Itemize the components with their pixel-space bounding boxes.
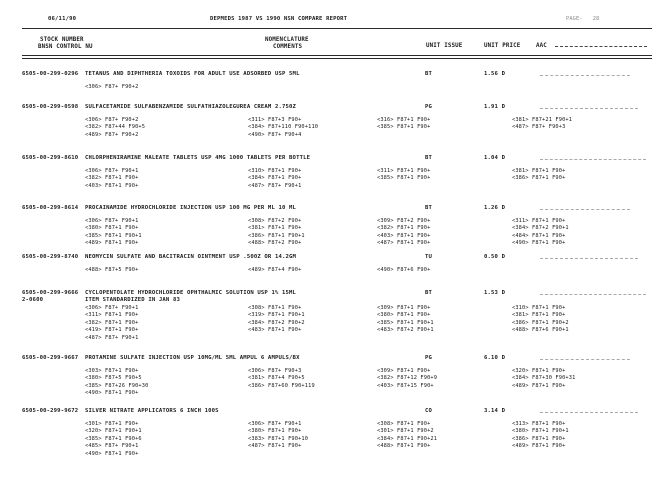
aac-dash-line xyxy=(540,359,630,360)
site-count-entry: <386> F87+60 F90+119 xyxy=(248,382,315,389)
site-count-entry: <306> F87+ F90+1 xyxy=(85,168,139,174)
item-unit-issue: CO xyxy=(425,408,433,414)
item-unit-issue: TU xyxy=(425,254,433,260)
site-count-entry: <489> F87+ F90+2 xyxy=(85,131,139,138)
item-unit-issue: BT xyxy=(425,155,433,161)
site-count-entry: <384> F87+30 F90+31 xyxy=(512,375,576,382)
item-nomenclature: SULFACETAMIDE SULFABENZAMIDE SULFATHIAZOLEGUREA CREAM 2.750Z xyxy=(85,104,297,110)
item-unit-price: 1.04 D xyxy=(484,155,506,161)
site-count-entry: <384> F87+1 F90+21 xyxy=(377,435,438,442)
item-stock-number: 6505-00-299-8614 xyxy=(22,205,79,211)
site-count-entry: <384> F87+1 F90+ xyxy=(248,175,302,182)
item-comment: ITEM STANDARDIZED IN JAN 83 xyxy=(85,297,180,303)
item-unit-price: 3.14 D xyxy=(484,408,506,414)
item-unit-issue: BT xyxy=(425,71,433,77)
site-count-entry: <483> F87+1 F90+ xyxy=(248,327,302,334)
site-count-entry: <489> F87+1 F90+ xyxy=(85,240,139,247)
site-count-entry: <309> F87+2 F90+ xyxy=(377,218,431,224)
site-count-entry: <490> F87+6 F90+ xyxy=(377,267,431,273)
site-count-entry: <303> F87+1 F90+ xyxy=(85,368,139,374)
site-count-entry: <487> F87+1 F90+ xyxy=(248,443,302,450)
site-count-entry: <380> F87+5 F90+5 xyxy=(85,375,142,382)
site-count-entry: <384> F87+2 F90+1 xyxy=(512,225,569,232)
site-count-entry: <386> F87+1 F90+1 xyxy=(248,232,305,239)
site-count-entry: <310> F87+1 F90+ xyxy=(248,168,302,174)
site-count-entry: <403> F87+1 F90+ xyxy=(85,182,139,189)
col-unit-price: UNIT PRICE xyxy=(484,43,521,49)
site-count-entry: <403> F87+15 F90+ xyxy=(377,382,434,389)
site-count-entry: <382> F87+44 F90+5 xyxy=(85,124,146,131)
item-unit-price: 6.10 D xyxy=(484,355,506,361)
item-unit-price: 1.91 D xyxy=(484,104,506,110)
site-count-entry: <308> F87+1 F90+ xyxy=(377,421,431,427)
site-count-entry: <490> F87+1 F90+ xyxy=(85,390,139,397)
site-count-entry: <488> F87+1 F90+ xyxy=(377,443,431,450)
col-comments: COMMENTS xyxy=(273,44,303,50)
col-unit-issue: UNIT ISSUE xyxy=(426,43,463,49)
site-count-entry: <485> F87+ F90+1 xyxy=(85,443,139,450)
item-nomenclature: PROCAINAMIDE HYDROCHLORIDE INJECTION USP 100 MG PER ML 10 ML xyxy=(85,205,297,211)
site-count-entry: <311> F87+1 F90+ xyxy=(512,218,566,224)
col-aac: AAC xyxy=(536,43,547,49)
site-count-entry: <384> F87+2 F90+2 xyxy=(248,319,305,326)
site-count-entry: <308> F87+1 F90+ xyxy=(248,305,302,311)
site-count-entry: <385> F87+1 F90+ xyxy=(377,175,431,182)
site-count-entry: <319> F87+1 F90+1 xyxy=(248,312,305,319)
site-count-entry: <309> F87+1 F90+ xyxy=(377,305,431,311)
item-stock-number: 6505-00-299-9672 xyxy=(22,408,79,414)
site-count-entry: <386> F87+1 F90+ xyxy=(512,175,566,182)
site-count-entry: <306> F87+ F90+2 xyxy=(85,84,139,90)
site-count-entry: <419> F87+1 F90+ xyxy=(85,327,139,334)
aac-dash-line xyxy=(540,412,638,413)
site-count-entry: <381> F87+21 F90+1 xyxy=(512,117,573,123)
header-rule-bottom xyxy=(22,55,652,59)
site-count-entry: <306> F87+ F90+1 xyxy=(85,218,139,224)
site-count-entry: <385> F87+1 F90+1 xyxy=(377,319,434,326)
site-count-entry: <490> F87+ F90+4 xyxy=(248,131,302,138)
site-count-entry: <380> F87+1 F90+ xyxy=(248,428,302,435)
site-count-entry: <381> F87+1 F90+ xyxy=(512,168,566,174)
site-count-entry: <316> F87+1 F90+ xyxy=(377,117,431,123)
site-count-entry: <385> F87+26 F90+30 xyxy=(85,382,149,389)
site-count-entry: <488> F87+5 F90+ xyxy=(85,267,139,273)
aac-dash-line xyxy=(540,258,638,259)
page-number: PAGE- 28 xyxy=(566,16,600,22)
item-unit-price: 1.56 D xyxy=(484,71,506,77)
site-count-entry: <384> F87+110 F90+110 xyxy=(248,124,319,131)
site-count-entry: <487> F87+ F90+1 xyxy=(85,334,139,341)
site-count-entry: <382> F87+1 F90+ xyxy=(85,319,139,326)
col-nsn-control: BNSN CONTROL NU xyxy=(38,44,93,50)
site-count-entry: <403> F87+1 F90+ xyxy=(377,232,431,239)
site-count-entry: <311> F87+3 F90+ xyxy=(248,117,302,123)
item-nomenclature: NEOMYCIN SULFATE AND BACITRACIN OINTMENT USP .500Z OR 14.2GM xyxy=(85,254,297,260)
site-count-entry: <489> F87+1 F90+ xyxy=(512,443,566,450)
item-nomenclature: SILVER NITRATE APPLICATORS 6 INCH 100S xyxy=(85,408,219,414)
site-count-entry: <487> F87+ F90+1 xyxy=(248,182,302,189)
site-count-entry: <385> F87+1 F90+6 xyxy=(85,435,142,442)
aac-dash-line xyxy=(540,209,630,210)
item-nsn-continuation: 2-0600 xyxy=(22,297,44,303)
item-nomenclature: TETANUS AND DIPHTHERIA TOXOIDS FOR ADULT USE ADSORBED USP 5ML xyxy=(85,71,300,77)
site-count-entry: <381> F87+1 F90+ xyxy=(512,312,566,319)
site-count-entry: <380> F87+1 F90+ xyxy=(377,312,431,319)
aac-dash-line xyxy=(540,75,630,76)
header-rule-top xyxy=(22,28,652,29)
site-count-entry: <386> F87+1 F90+2 xyxy=(512,319,569,326)
item-stock-number: 6505-00-299-8610 xyxy=(22,155,79,161)
site-count-entry: <320> F87+1 F90+ xyxy=(512,368,566,374)
col-nomenclature: NOMENCLATURE xyxy=(265,37,309,43)
item-unit-issue: BT xyxy=(425,205,433,211)
aac-dashes xyxy=(555,46,647,47)
site-count-entry: <490> F87+1 F90+ xyxy=(85,450,139,457)
site-count-entry: <483> F87+2 F90+1 xyxy=(377,327,434,334)
site-count-entry: <484> F87+1 F90+ xyxy=(512,232,566,239)
aac-dash-line xyxy=(540,294,646,295)
site-count-entry: <301> F87+1 F90+ xyxy=(85,421,139,427)
aac-dash-line xyxy=(540,108,638,109)
site-count-entry: <380> F87+1 F90+ xyxy=(85,225,139,232)
site-count-entry: <381> F87+4 F90+5 xyxy=(248,375,305,382)
item-unit-issue: PG xyxy=(425,104,433,110)
site-count-entry: <306> F87+ F90+3 xyxy=(248,368,302,374)
site-count-entry: <490> F87+1 F90+ xyxy=(512,240,566,247)
item-nomenclature: PROTAMINE SULFATE INJECTION USP 10MG/ML 5ML AMPUL 6 AMPULS/BX xyxy=(85,355,300,361)
item-stock-number: 6505-00-299-9666 xyxy=(22,290,79,296)
site-count-entry: <310> F87+1 F90+ xyxy=(512,305,566,311)
site-count-entry: <382> F87+1 F90+ xyxy=(85,175,139,182)
site-count-entry: <308> F87+2 F90+ xyxy=(248,218,302,224)
item-unit-price: 1.26 D xyxy=(484,205,506,211)
item-stock-number: 6505-00-299-8740 xyxy=(22,254,79,260)
item-nomenclature: CYCLOPENTOLATE HYDROCHLORIDE OPHTHALMIC SOLUTION USP 1% 15ML xyxy=(85,290,297,296)
site-count-entry: <309> F87+1 F90+ xyxy=(377,368,431,374)
site-count-entry: <381> F87+1 F90+ xyxy=(248,225,302,232)
site-count-entry: <311> F87+1 F90+ xyxy=(85,312,139,319)
item-nomenclature: CHLORPHENIRAMINE MALEATE TABLETS USP 4MG 1000 TABLETS PER BOTTLE xyxy=(85,155,311,161)
site-count-entry: <382> F87+1 F90+ xyxy=(377,225,431,232)
site-count-entry: <380> F87+1 F90+1 xyxy=(512,428,569,435)
aac-dash-line xyxy=(540,159,646,160)
site-count-entry: <306> F87+ F90+1 xyxy=(85,305,139,311)
item-stock-number: 6505-00-299-9667 xyxy=(22,355,79,361)
report-title: DEPMEDS 1987 VS 1990 NSN COMPARE REPORT xyxy=(210,16,348,22)
item-unit-issue: PG xyxy=(425,355,433,361)
site-count-entry: <306> F87+ F90+2 xyxy=(85,117,139,123)
site-count-entry: <313> F87+1 F90+ xyxy=(512,421,566,427)
site-count-entry: <488> F87+6 F90+1 xyxy=(512,327,569,334)
item-unit-issue: BT xyxy=(425,290,433,296)
site-count-entry: <487> F87+ F90+3 xyxy=(512,124,566,131)
item-unit-price: 0.50 D xyxy=(484,254,506,260)
site-count-entry: <320> F87+1 F90+1 xyxy=(85,428,142,435)
site-count-entry: <489> F87+1 F90+ xyxy=(512,382,566,389)
col-stock-number: STOCK NUMBER xyxy=(40,37,84,43)
site-count-entry: <385> F87+1 F90+1 xyxy=(85,232,142,239)
item-unit-price: 1.53 D xyxy=(484,290,506,296)
site-count-entry: <488> F87+2 F90+ xyxy=(248,240,302,247)
site-count-entry: <386> F87+1 F90+ xyxy=(512,435,566,442)
site-count-entry: <487> F87+1 F90+ xyxy=(377,240,431,247)
report-date: 06/11/90 xyxy=(48,16,77,22)
site-count-entry: <382> F87+12 F90+9 xyxy=(377,375,438,382)
site-count-entry: <383> F87+1 F90+10 xyxy=(248,435,309,442)
site-count-entry: <489> F87+4 F90+ xyxy=(248,267,302,273)
item-stock-number: 6505-00-299-0296 xyxy=(22,71,79,77)
site-count-entry: <301> F87+1 F90+2 xyxy=(377,428,434,435)
site-count-entry: <306> F87+ F90+1 xyxy=(248,421,302,427)
site-count-entry: <385> F87+1 F90+ xyxy=(377,124,431,131)
site-count-entry: <311> F87+1 F90+ xyxy=(377,168,431,174)
item-stock-number: 6505-00-299-0598 xyxy=(22,104,79,110)
